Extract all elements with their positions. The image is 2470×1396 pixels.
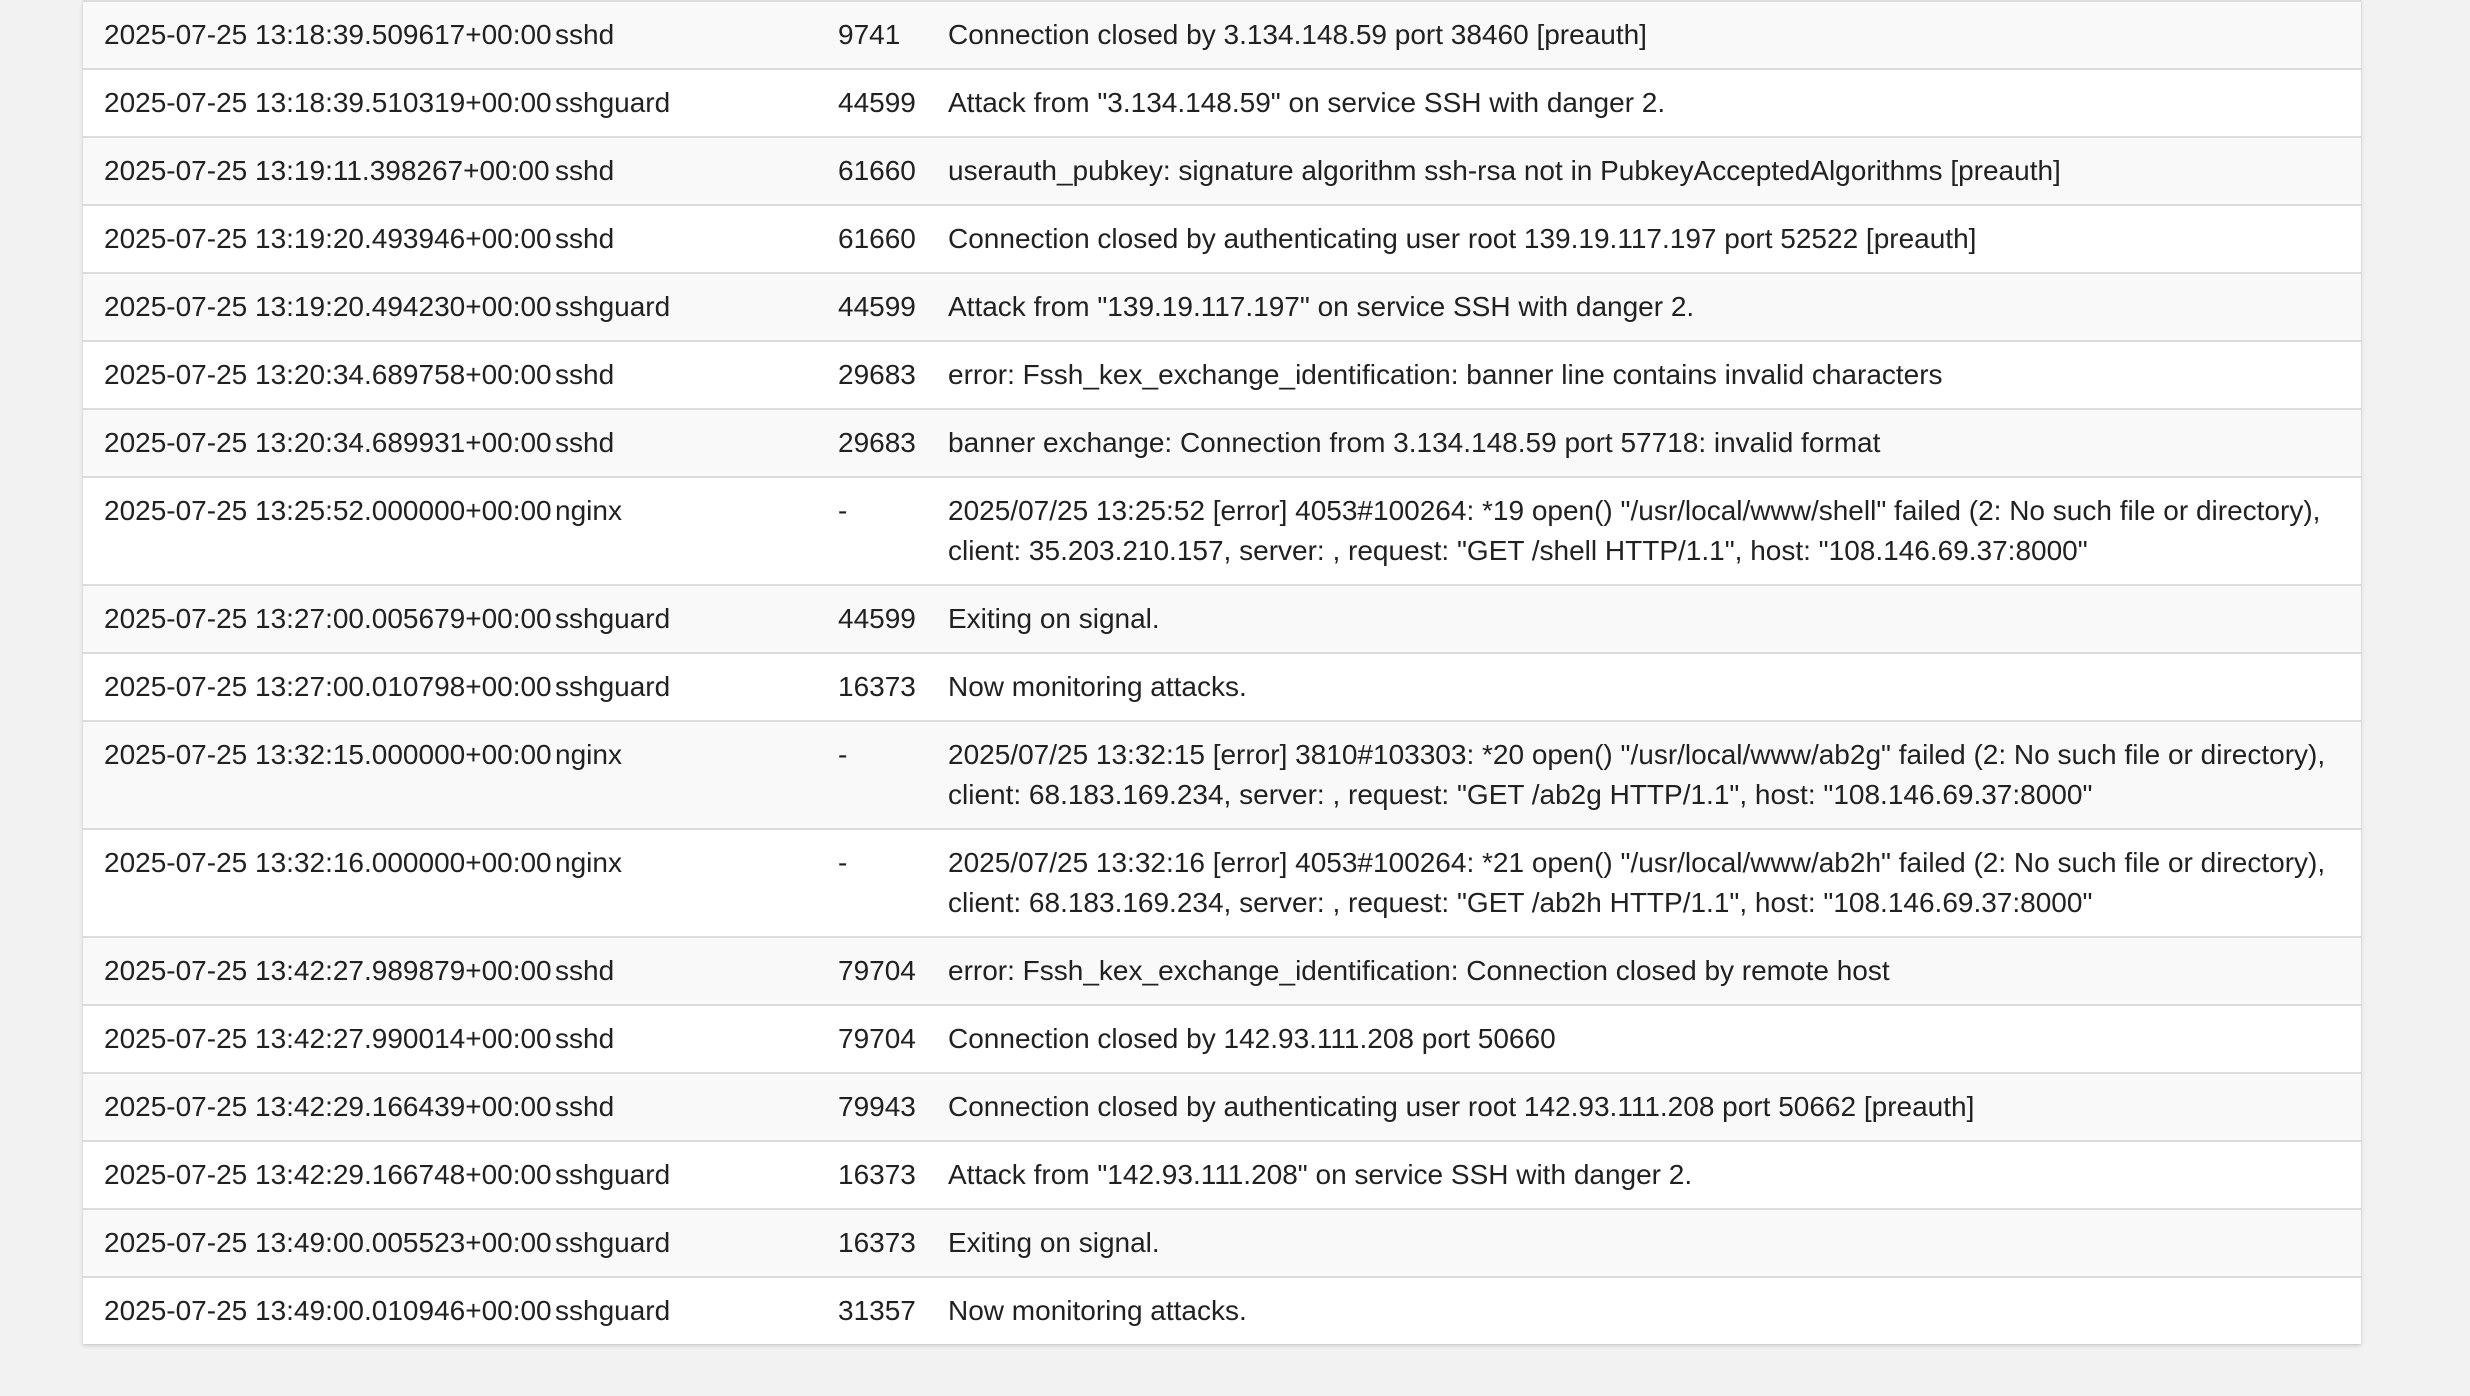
log-message: Connection closed by 142.93.111.208 port 50660	[948, 1005, 2361, 1073]
log-process: sshguard	[555, 1141, 838, 1209]
log-process: nginx	[555, 477, 838, 585]
log-message: Now monitoring attacks.	[948, 653, 2361, 721]
log-process: nginx	[555, 829, 838, 937]
log-time: 2025-07-25 13:49:00.005523+00:00	[83, 1209, 555, 1277]
log-message: Attack from "3.134.148.59" on service SSH with danger 2.	[948, 69, 2361, 137]
log-time: 2025-07-25 13:19:20.493946+00:00	[83, 205, 555, 273]
log-pid: 29683	[838, 341, 948, 409]
log-pid: 79704	[838, 1005, 948, 1073]
log-process: sshguard	[555, 69, 838, 137]
log-process: sshd	[555, 205, 838, 273]
log-time: 2025-07-25 13:32:16.000000+00:00	[83, 829, 555, 937]
log-message: Connection closed by authenticating user root 139.19.117.197 port 52522 [preauth]	[948, 205, 2361, 273]
log-time: 2025-07-25 13:42:27.990014+00:00	[83, 1005, 555, 1073]
log-time: 2025-07-25 13:42:29.166439+00:00	[83, 1073, 555, 1141]
log-time: 2025-07-25 13:25:52.000000+00:00	[83, 477, 555, 585]
log-pid: 79943	[838, 1073, 948, 1141]
table-row[interactable]	[83, 653, 2361, 721]
log-pid: 44599	[838, 69, 948, 137]
table-row[interactable]	[83, 69, 2361, 137]
log-pid: 31357	[838, 1277, 948, 1344]
log-message: banner exchange: Connection from 3.134.148.59 port 57718: invalid format	[948, 409, 2361, 477]
table-row[interactable]	[83, 1209, 2361, 1277]
log-time: 2025-07-25 13:42:27.989879+00:00	[83, 937, 555, 1005]
log-pid: 16373	[838, 653, 948, 721]
log-message: Connection closed by authenticating user root 142.93.111.208 port 50662 [preauth]	[948, 1073, 2361, 1141]
log-time: 2025-07-25 13:19:11.398267+00:00	[83, 137, 555, 205]
log-pid: 16373	[838, 1209, 948, 1277]
table-row[interactable]	[83, 409, 2361, 477]
log-process: sshd	[555, 1005, 838, 1073]
log-process: sshd	[555, 409, 838, 477]
log-pid: -	[838, 477, 948, 585]
log-message: Now monitoring attacks.	[948, 1277, 2361, 1344]
log-process: sshguard	[555, 585, 838, 653]
table-row[interactable]	[83, 1005, 2361, 1073]
table-row[interactable]	[83, 1, 2361, 69]
log-process: sshguard	[555, 273, 838, 341]
log-process: sshd	[555, 1, 838, 69]
table-row[interactable]	[83, 1277, 2361, 1344]
log-process: sshd	[555, 341, 838, 409]
log-pid: -	[838, 829, 948, 937]
log-time: 2025-07-25 13:20:34.689758+00:00	[83, 341, 555, 409]
log-message: Connection closed by 3.134.148.59 port 38460 [preauth]	[948, 1, 2361, 69]
log-process: sshd	[555, 1073, 838, 1141]
log-time: 2025-07-25 13:27:00.010798+00:00	[83, 653, 555, 721]
log-time: 2025-07-25 13:27:00.005679+00:00	[83, 585, 555, 653]
log-time: 2025-07-25 13:18:39.510319+00:00	[83, 69, 555, 137]
table-row[interactable]	[83, 721, 2361, 829]
log-pid: 29683	[838, 409, 948, 477]
log-message: Attack from "142.93.111.208" on service SSH with danger 2.	[948, 1141, 2361, 1209]
log-message: 2025/07/25 13:32:15 [error] 3810#103303: *20 open() "/usr/local/www/ab2g" failed (2: No such file or directory), client: 68.183.169.234, server: , request: "GET /ab2g HTTP/1.1", host: "108.146.69.37:8000"	[948, 721, 2361, 829]
log-table-panel	[83, 0, 2361, 1344]
log-time: 2025-07-25 13:42:29.166748+00:00	[83, 1141, 555, 1209]
log-table-body	[83, 1, 2361, 1344]
table-row[interactable]	[83, 937, 2361, 1005]
log-message: userauth_pubkey: signature algorithm ssh-rsa not in PubkeyAcceptedAlgorithms [preauth]	[948, 137, 2361, 205]
log-process: sshguard	[555, 1277, 838, 1344]
log-pid: 79704	[838, 937, 948, 1005]
log-process: sshguard	[555, 1209, 838, 1277]
log-pid: 9741	[838, 1, 948, 69]
table-row[interactable]	[83, 137, 2361, 205]
log-time: 2025-07-25 13:20:34.689931+00:00	[83, 409, 555, 477]
log-process: nginx	[555, 721, 838, 829]
log-message: Attack from "139.19.117.197" on service SSH with danger 2.	[948, 273, 2361, 341]
table-row[interactable]	[83, 205, 2361, 273]
log-time: 2025-07-25 13:18:39.509617+00:00	[83, 1, 555, 69]
log-process: sshd	[555, 937, 838, 1005]
table-row[interactable]	[83, 1141, 2361, 1209]
log-pid: 44599	[838, 585, 948, 653]
log-time: 2025-07-25 13:32:15.000000+00:00	[83, 721, 555, 829]
log-pid: 44599	[838, 273, 948, 341]
log-time: 2025-07-25 13:19:20.494230+00:00	[83, 273, 555, 341]
log-pid: 61660	[838, 137, 948, 205]
table-row[interactable]	[83, 341, 2361, 409]
log-pid: -	[838, 721, 948, 829]
log-message: Exiting on signal.	[948, 1209, 2361, 1277]
log-process: sshguard	[555, 653, 838, 721]
log-message: 2025/07/25 13:25:52 [error] 4053#100264: *19 open() "/usr/local/www/shell" failed (2: No such file or directory), client: 35.203.210.157, server: , request: "GET /shell HTTP/1.1", host: "108.146.69.37:8000"	[948, 477, 2361, 585]
log-pid: 16373	[838, 1141, 948, 1209]
log-table	[83, 0, 2361, 1344]
log-time: 2025-07-25 13:49:00.010946+00:00	[83, 1277, 555, 1344]
table-row[interactable]	[83, 477, 2361, 585]
table-row[interactable]	[83, 273, 2361, 341]
log-process: sshd	[555, 137, 838, 205]
table-row[interactable]	[83, 1073, 2361, 1141]
table-row[interactable]	[83, 829, 2361, 937]
log-message: error: Fssh_kex_exchange_identification: Connection closed by remote host	[948, 937, 2361, 1005]
log-message: error: Fssh_kex_exchange_identification: banner line contains invalid characters	[948, 341, 2361, 409]
table-row[interactable]	[83, 585, 2361, 653]
log-message: 2025/07/25 13:32:16 [error] 4053#100264: *21 open() "/usr/local/www/ab2h" failed (2: No such file or directory), client: 68.183.169.234, server: , request: "GET /ab2h HTTP/1.1", host: "108.146.69.37:8000"	[948, 829, 2361, 937]
log-message: Exiting on signal.	[948, 585, 2361, 653]
log-pid: 61660	[838, 205, 948, 273]
